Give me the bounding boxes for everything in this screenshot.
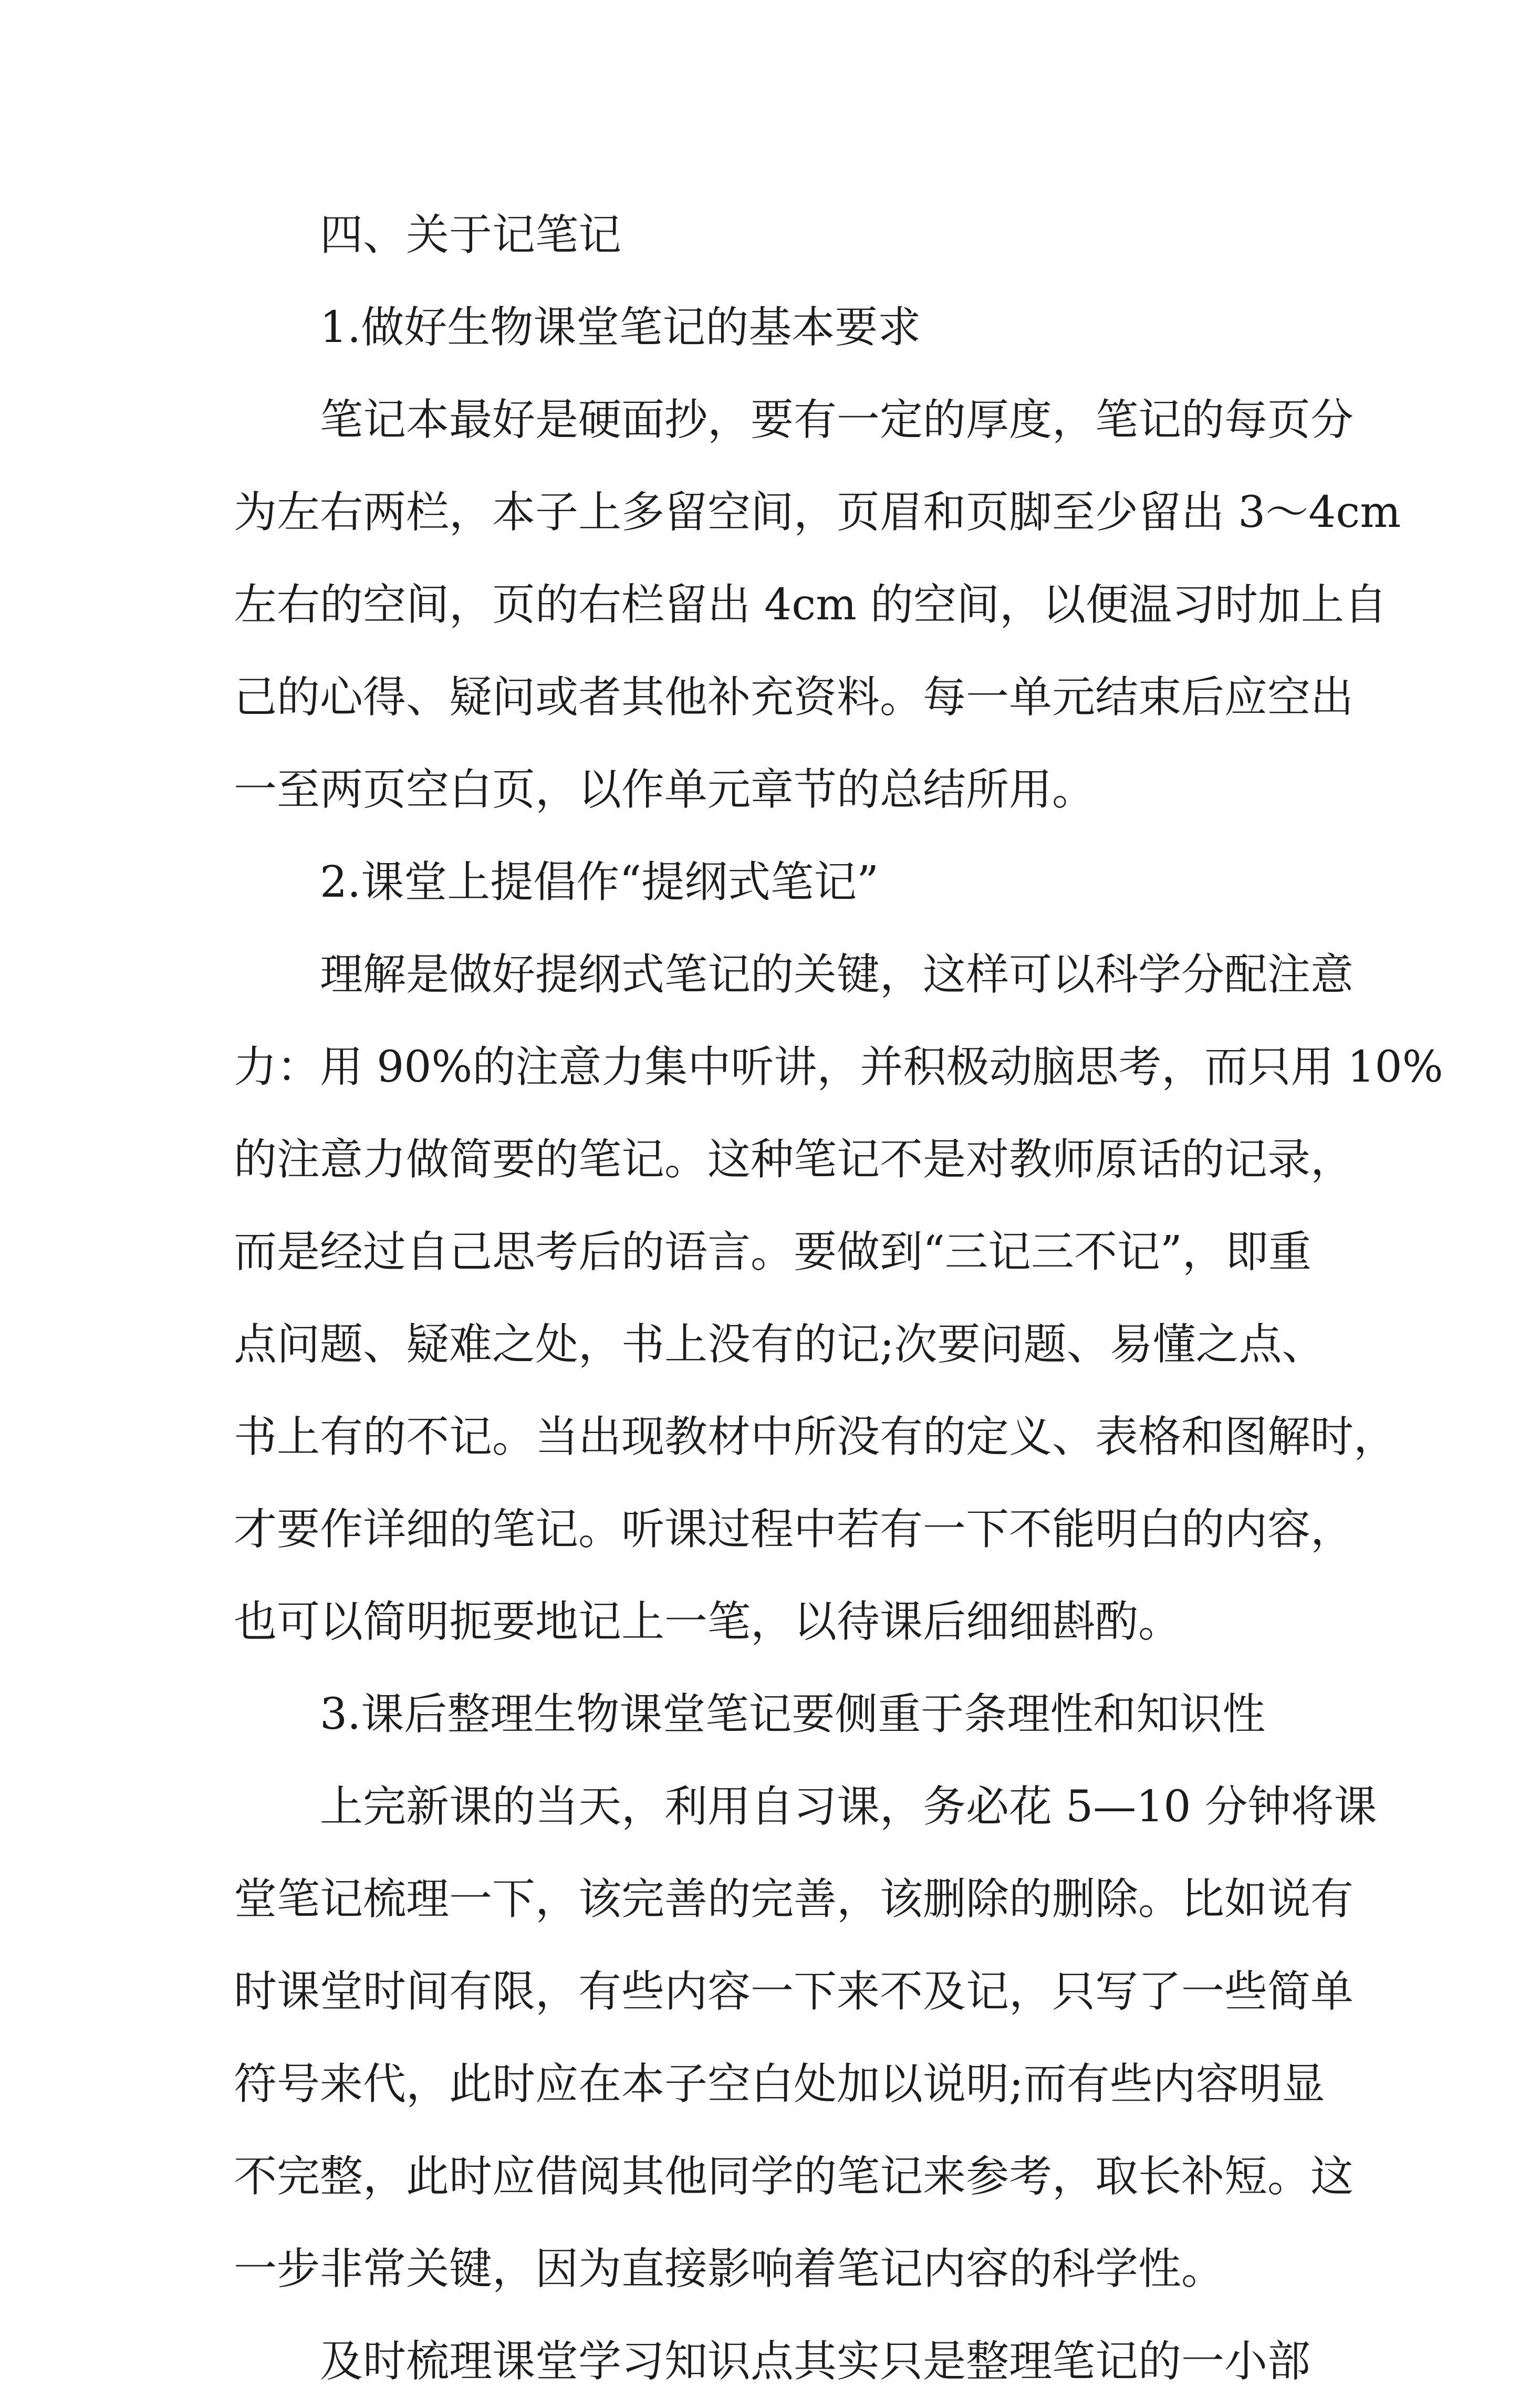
paragraph-line: 及时梳理课堂学习知识点其实只是整理笔记的一小部: [320, 2337, 1311, 2386]
paragraph-line: 的注意力做简要的笔记。这种笔记不是对教师原话的记录，: [234, 1135, 1354, 1185]
paragraph-line: 理解是做好提纲式笔记的关键，这样可以科学分配注意: [320, 950, 1354, 1000]
paragraph-line: 为左右两栏，本子上多留空间，页眉和页脚至少留出 3～4cm: [234, 487, 1401, 537]
subheading-3: 3.课后整理生物课堂笔记要侧重于条理性和知识性: [320, 1689, 1266, 1739]
paragraph-line: 一至两页空白页，以作单元章节的总结所用。: [234, 765, 1096, 815]
subheading-1: 1.做好生物课堂笔记的基本要求: [320, 303, 921, 352]
paragraph-line: 己的心得、疑问或者其他补充资料。每一单元结束后应空出: [234, 672, 1354, 722]
section-heading: 四、关于记笔记: [320, 210, 622, 260]
paragraph-line: 点问题、疑难之处，书上没有的记;次要问题、易懂之点、: [234, 1320, 1325, 1369]
paragraph-line: 笔记本最好是硬面抄，要有一定的厚度，笔记的每页分: [320, 395, 1354, 445]
paragraph-line: 左右的空间，页的右栏留出 4cm 的空间，以便温习时加上自: [234, 580, 1387, 630]
paragraph-line: 时课堂时间有限，有些内容一下来不及记，只写了一些简单: [234, 1967, 1354, 2017]
paragraph-line: 力：用 90%的注意力集中听讲，并积极动脑思考，而只用 10%: [234, 1042, 1443, 1092]
paragraph-line: 才要作详细的笔记。听课过程中若有一下不能明白的内容，: [234, 1504, 1354, 1554]
paragraph-line: 而是经过自己思考后的语言。要做到“三记三不记”，即重: [234, 1227, 1311, 1277]
paragraph-line: 也可以简明扼要地记上一笔，以待课后细细斟酌。: [234, 1597, 1182, 1647]
paragraph-line: 不完整，此时应借阅其他同学的笔记来参考，取长补短。这: [234, 2152, 1354, 2202]
paragraph-line: 符号来代，此时应在本子空白处加以说明;而有些内容明显: [234, 2059, 1325, 2109]
paragraph-line: 一步非常关键，因为直接影响着笔记内容的科学性。: [234, 2244, 1225, 2294]
document-body: [234, 189, 1443, 2408]
paragraph-line: 书上有的不记。当出现教材中所没有的定义、表格和图解时，: [234, 1412, 1397, 1462]
paragraph-line: 堂笔记梳理一下，该完善的完善，该删除的删除。比如说有: [234, 1874, 1354, 1924]
paragraph-line: 上完新课的当天，利用自习课，务必花 5—10 分钟将课: [320, 1782, 1377, 1832]
subheading-2: 2.课堂上提倡作“提纲式笔记”: [320, 857, 879, 907]
